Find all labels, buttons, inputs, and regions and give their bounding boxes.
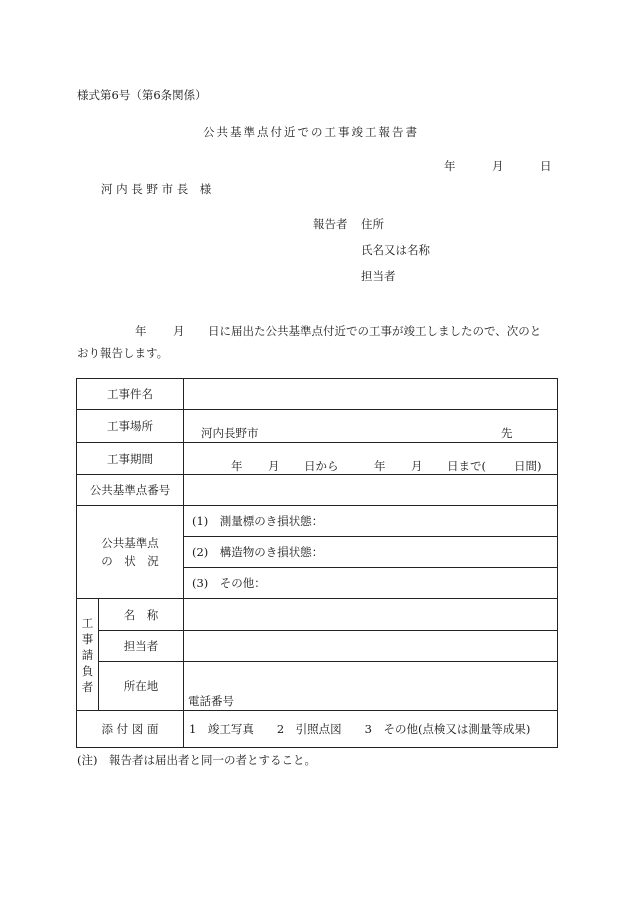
- status-item-3[interactable]: (3) その他：: [184, 568, 558, 599]
- status-label: [77, 506, 184, 599]
- status-item-1[interactable]: (1) 測量標のき損状態：: [184, 506, 558, 537]
- contractor-phone-label: 電話番号: [188, 694, 234, 708]
- body-text-line1: 日に届出た公共基準点付近での工事が竣工しましたので、次のと: [208, 324, 542, 338]
- status-label-line2: の 状 況: [101, 554, 159, 568]
- form-title: 公共基準点付近での工事竣工報告書: [203, 125, 419, 139]
- period-label: 工事期間: [77, 443, 184, 475]
- body-text-line2: おり報告します。: [77, 346, 169, 360]
- report-table: [76, 378, 558, 748]
- addressee: 河 内 長 野 市 長 様: [101, 182, 212, 196]
- contractor-char: 者: [81, 679, 94, 694]
- contractor-char: 工: [81, 615, 94, 630]
- contractor-person-label: 担当者: [99, 631, 184, 662]
- work-name-label: 工事件名: [77, 379, 184, 410]
- contractor-name-label: 名 称: [99, 599, 184, 631]
- note: (注) 報告者は届出者と同一の者とすること。: [77, 753, 316, 767]
- form-number: 様式第6号（第6条関係）: [77, 88, 207, 102]
- date-year: 年: [444, 159, 456, 173]
- status-label-line1: 公共基準点: [101, 536, 159, 550]
- period-year-2: 年: [374, 459, 386, 473]
- reporter-person-label: 担当者: [361, 269, 396, 283]
- reporter-address-label: 住所: [361, 217, 384, 231]
- contractor-char: 負: [81, 663, 94, 678]
- contractor-vertical-label: [77, 599, 99, 711]
- attachments-list: 1 竣工写真 2 引照点図 3 その他(点検又は測量等成果): [184, 711, 558, 748]
- point-number-field[interactable]: [184, 475, 558, 506]
- point-number-label: 公共基準点番号: [77, 475, 184, 506]
- body-month: 月: [173, 324, 185, 338]
- contractor-person-field[interactable]: [184, 631, 558, 662]
- work-place-suffix: 先: [501, 426, 513, 440]
- status-item-2[interactable]: (2) 構造物のき損状態：: [184, 537, 558, 568]
- period-day-1: 日から: [304, 459, 339, 473]
- period-day-2: 日まで(: [447, 459, 486, 473]
- period-field[interactable]: [184, 443, 558, 475]
- period-days: 日間): [514, 459, 542, 473]
- work-name-field[interactable]: [184, 379, 558, 410]
- contractor-location-field[interactable]: [184, 662, 558, 711]
- contractor-location-label: 所在地: [99, 662, 184, 711]
- date-day: 日: [540, 159, 552, 173]
- work-place-label: 工事場所: [77, 410, 184, 443]
- work-place-field[interactable]: [184, 410, 558, 443]
- contractor-char: 請: [81, 647, 94, 662]
- contractor-name-field[interactable]: [184, 599, 558, 631]
- period-year-1: 年: [231, 459, 243, 473]
- reporter-name-label: 氏名又は名称: [361, 243, 430, 257]
- period-month-2: 月: [411, 459, 423, 473]
- work-place-city: 河内長野市: [201, 426, 259, 440]
- date-month: 月: [492, 159, 504, 173]
- contractor-char: 事: [81, 631, 94, 646]
- period-month-1: 月: [268, 459, 280, 473]
- attachments-label: 添 付 図 面: [77, 711, 184, 748]
- body-year: 年: [135, 324, 147, 338]
- reporter-label: 報告者: [313, 217, 348, 231]
